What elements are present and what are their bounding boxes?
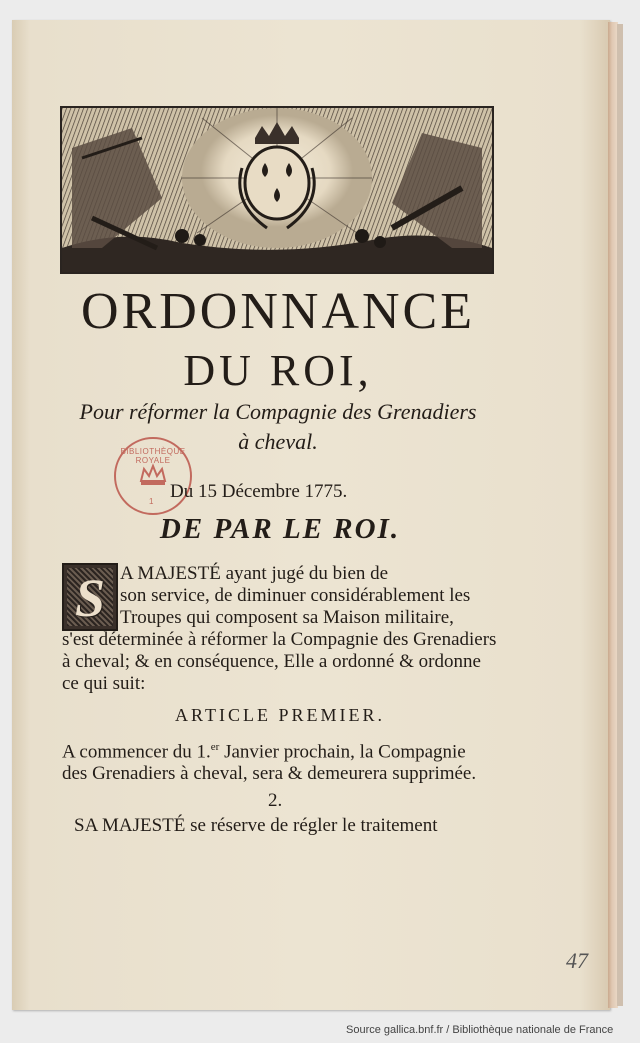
subtitle-line: Pour réformer la Compagnie des Grenadiers — [79, 399, 477, 424]
document-heading: DE PAR LE ROI. — [159, 513, 401, 545]
crown-icon — [138, 461, 168, 491]
document-title-line2: DU ROI, — [183, 346, 373, 395]
stamp-text: BIBLIOTHÈQUE ROYALE — [120, 447, 186, 465]
ornamental-dropcap — [62, 563, 118, 631]
dropcap-letter: S — [74, 568, 106, 628]
paragraph-line: son service, de diminuer considérablement les — [120, 585, 471, 606]
source-credit: Source gallica.bnf.fr / Bibliothèque nationale de France — [346, 1024, 614, 1036]
article-heading: ARTICLE PREMIER. — [175, 705, 385, 725]
library-stamp — [114, 437, 192, 515]
paragraph-line: Troupes qui composent sa Maison militaire, — [120, 607, 454, 628]
paragraph-line: ce qui suit: — [62, 673, 146, 694]
article-2-paragraph: SA MAJESTÉ se réserve de régler le traitement — [74, 815, 438, 836]
paragraph-line: A MAJESTÉ ayant jugé du bien de — [120, 563, 389, 584]
paragraph-line — [62, 736, 502, 763]
paragraph-text: A commencer du 1. — [62, 741, 211, 763]
article-2-number: 2. — [268, 790, 283, 811]
stamp-number: 1 — [149, 497, 154, 506]
article-1-paragraph — [62, 736, 502, 785]
document-date: Du 15 Décembre 1775. — [170, 481, 348, 502]
paragraph-line: à cheval; & en conséquence, Elle a ordonné & ordonne — [62, 651, 481, 672]
preamble-paragraph — [120, 563, 498, 629]
page-edge-inner — [617, 24, 623, 1006]
document-title: ORDONNANCE — [81, 283, 475, 340]
superscript: er — [210, 741, 220, 753]
margin-note: 47 — [566, 948, 588, 973]
paragraph-line: des Grenadiers à cheval, sera & demeurera supprimée. — [62, 763, 477, 785]
paragraph-line: s'est déterminée à réformer la Compagnie des Grenadiers — [62, 629, 497, 650]
subtitle-line: à cheval. — [238, 429, 318, 454]
paragraph-text: Janvier prochain, la Compagnie — [219, 741, 466, 763]
royal-arms-woodcut-icon — [60, 106, 494, 274]
preamble-paragraph-continued — [62, 629, 498, 695]
